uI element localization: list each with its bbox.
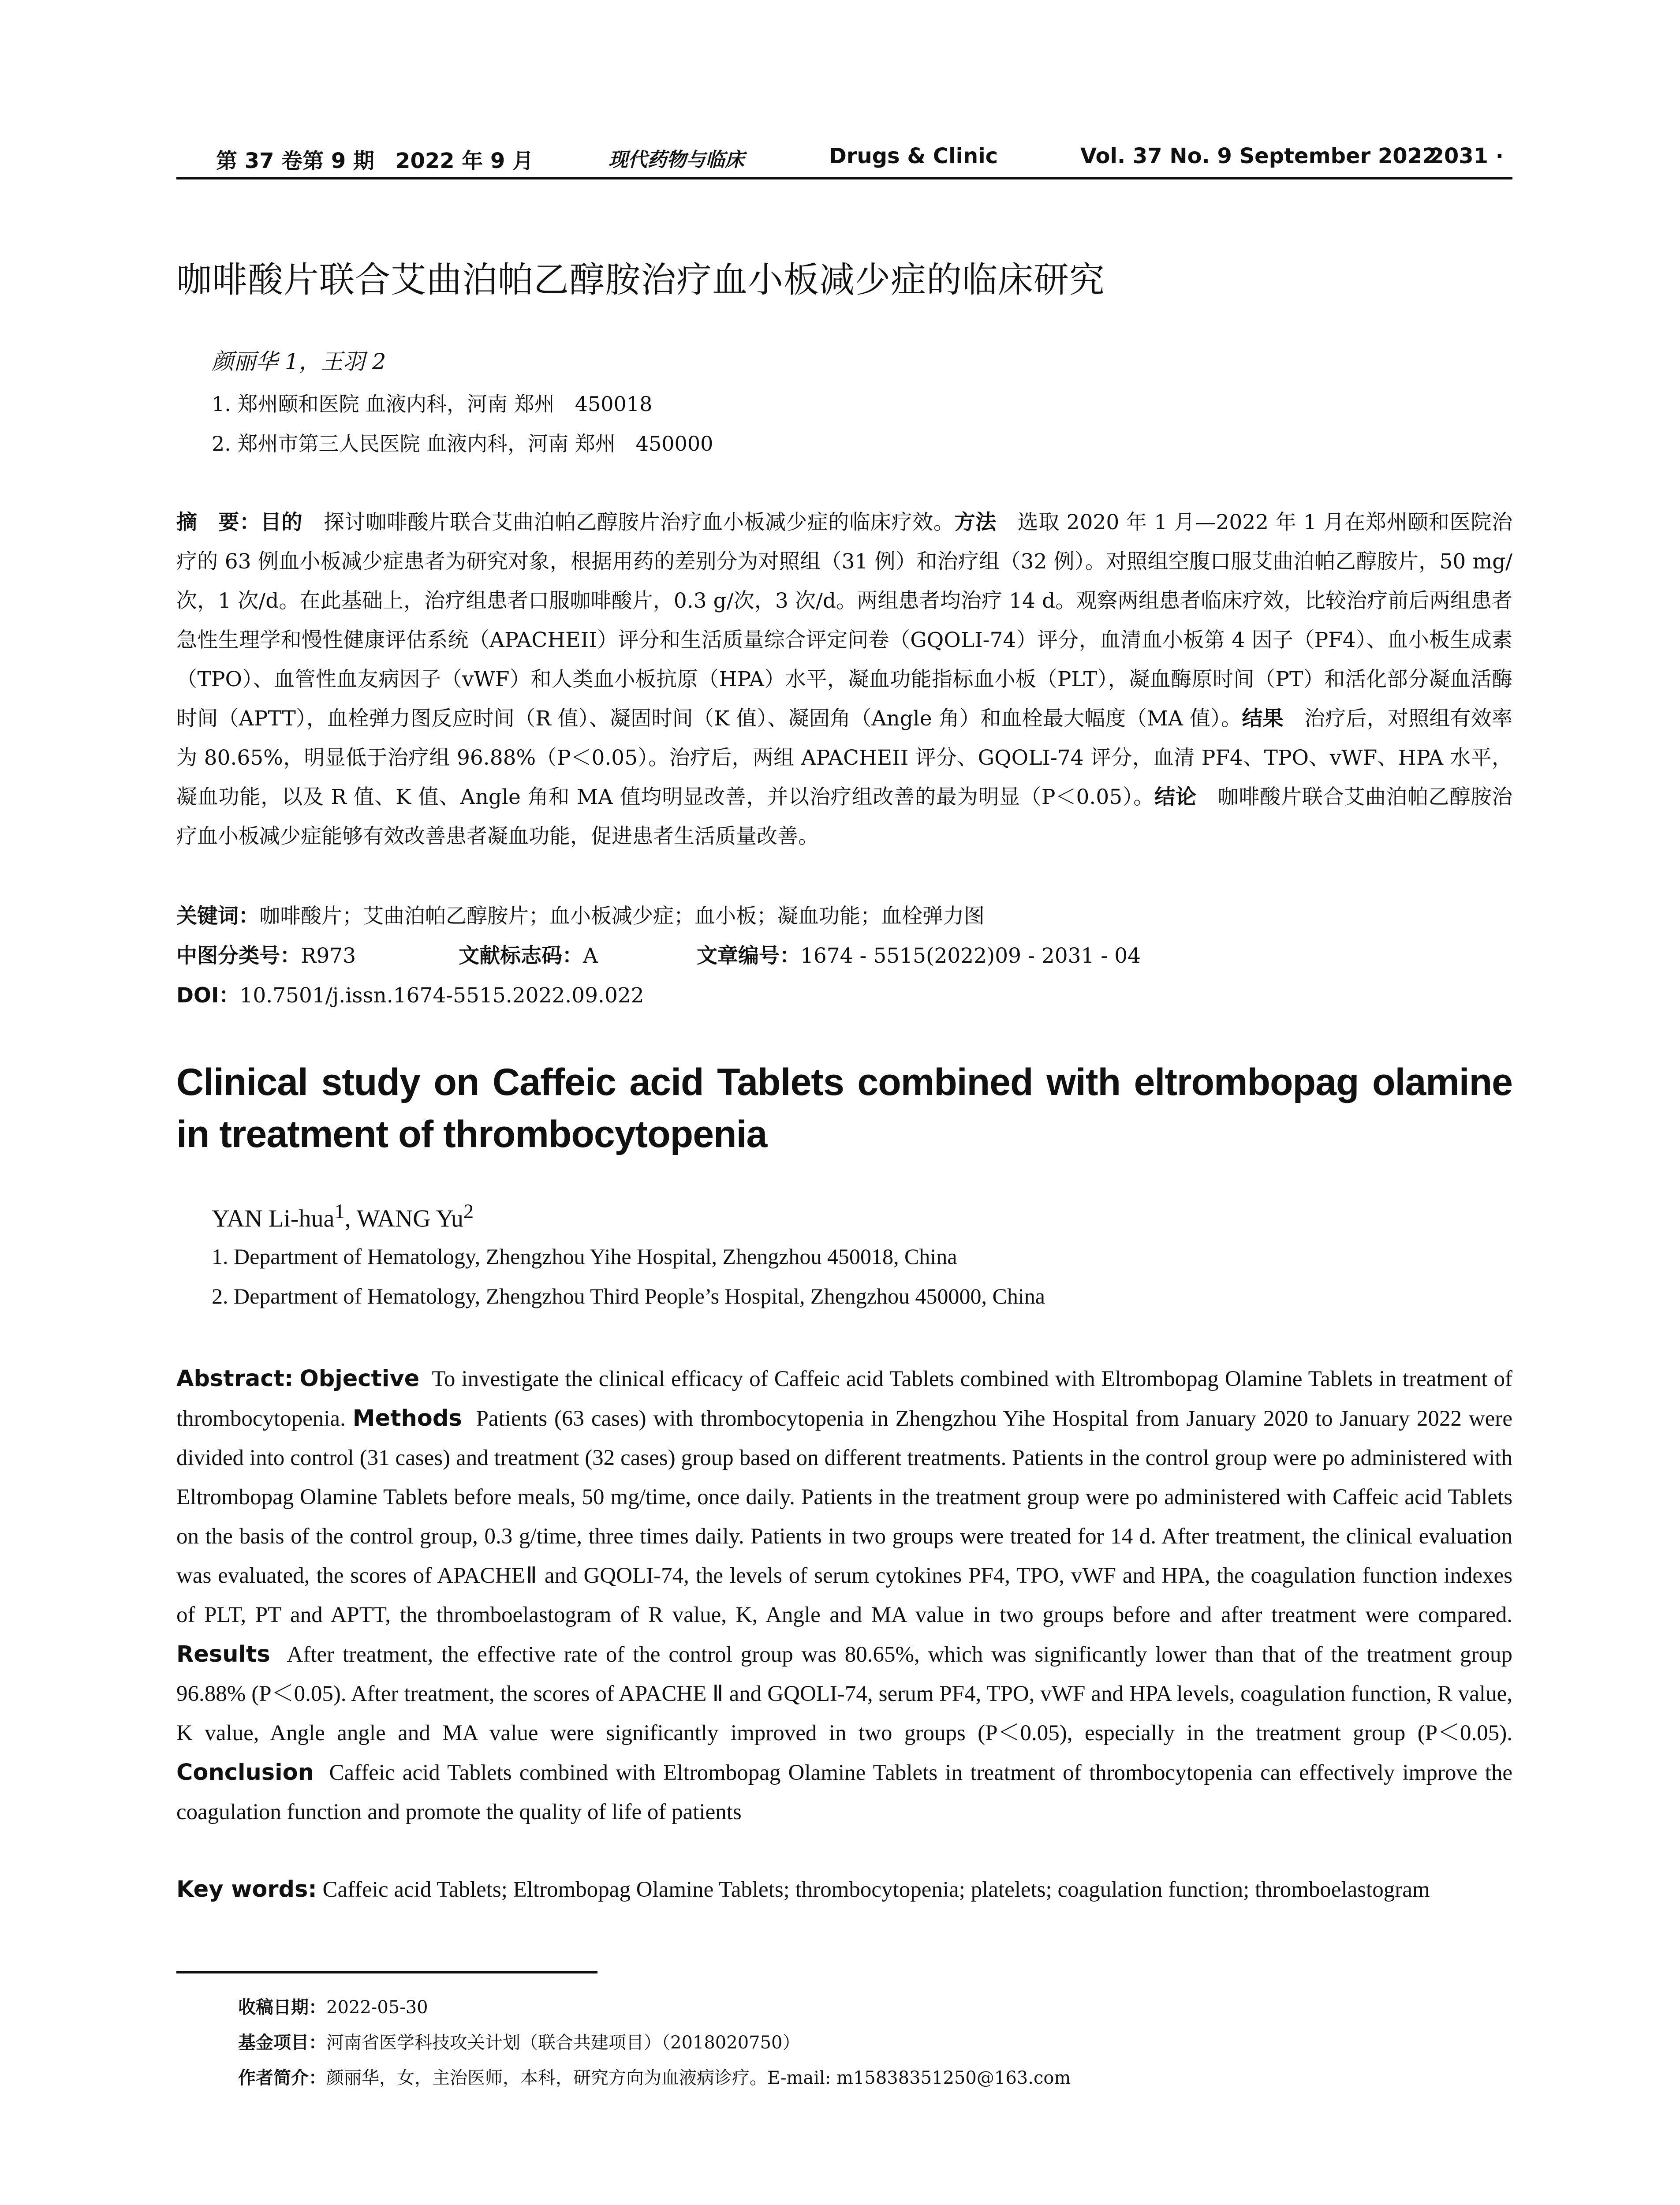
keywords-en [176, 1876, 1430, 1902]
header-journal-en: Drugs & Clinic [829, 144, 998, 168]
header-page-number: · 2031 · [1414, 144, 1504, 168]
abstract-en-label: Abstract: [176, 1366, 294, 1392]
results-en-label: Results [176, 1641, 270, 1667]
article-number-label: 文章编号： [697, 944, 800, 968]
results-cn-label: 结果 [1242, 706, 1284, 731]
authors-en: YAN Li-hua$^1$, WANG Yu$^2$ [212, 1200, 474, 1233]
methods-cn-text: 选取 2020 年 1 月—2022 年 1 月在郑州颐和医院治疗的 63 例血小板减少症患者为研究对象，根据用药的差别分为对照组（31 例）和治疗组（32 例）。对照组空腹口服艾曲泊帕乙醇胺片，50 mg/次，1 次/d。在此基础上，治疗组患者口服咖啡酸片，0.3 g/次，3 次/d。两组患者均治疗 14 d。观察两组患者临床疗效，比较治疗前后两组患者急性生理学和慢性健康评估系统（APACHEII）评分和生活质量综合评定问卷（GQOLI-74）评分，血清血小板第 4 因子（PF4）、血小板生成素（TPO）、血管性血友病因子（vWF）和人类血小板抗原（HPA）水平，凝血功能指标血小板（PLT），凝血酶原时间（PT）和活化部分凝血活酶时间（APTT），血栓弹力图反应时间（R 值）、凝固时间（K 值）、凝固角（Angle 角）和血栓最大幅度（MA 值）。 [176, 510, 1513, 731]
doc-code-label: 文献标志码： [459, 944, 583, 968]
keywords-cn-text: 咖啡酸片；艾曲泊帕乙醇胺片；血小板减少症；血小板；凝血功能；血栓弹力图 [259, 904, 985, 928]
running-header [176, 142, 1512, 179]
keywords-en-label: Key words: [176, 1876, 317, 1902]
affiliation-cn-1: 1. 郑州颐和医院 血液内科，河南 郑州 450018 [212, 392, 653, 416]
doi-line [176, 979, 644, 1009]
methods-en-text: Patients (63 cases) with thrombocytopenia in Zhengzhou Yihe Hospital from January 2020 to January 2022 were divided into control (31 cases) and treatment (32 cases) group based on different treatments. Patients in the control group were po administered with Eltrombopag Olamine Tablets before meals, 50 mg/time, once daily. Patients in the treatment group were po administered with Caffeic acid Tablets on the basis of the control group, 0.3 g/time, three times daily. Patients in two groups were treated for 14 d. After treatment, the clinical evaluation was evaluated, the scores of APACHEⅡ and GQOLI-74, the levels of serum cytokines PF4, TPO, vWF and HPA, the coagulation function indexes of PLT, PT and APTT, the thromboelastogram of R value, K, Angle and MA value in two groups before and after treatment were compared. [176, 1406, 1513, 1627]
methods-en-label: Methods [352, 1405, 462, 1431]
affiliation-en-2: 2. Department of Hematology, Zhengzhou Third People’s Hospital, Zhengzhou 450000, China [212, 1284, 1045, 1308]
objective-en-label: Objective [299, 1366, 420, 1392]
footnote-author-bio: 作者简介：颜丽华，女，主治医师，本科，研究方向为血液病诊疗。E-mail: m15838351250@163.com [238, 2068, 1071, 2088]
conclusion-cn-label: 结论 [1154, 785, 1197, 809]
clc-value: R973 [301, 944, 356, 968]
footnote-divider [176, 1971, 597, 1973]
conclusion-en-label: Conclusion [176, 1760, 314, 1786]
author-en-1: YAN Li-hua [212, 1205, 335, 1233]
keywords-en-text: Caffeic acid Tablets; Eltrombopag Olamine Tablets; thrombocytopenia; platelets; coagulation function; thromboelastogram [322, 1877, 1430, 1902]
author-en-2-affil: 2 [463, 1200, 474, 1223]
author-en-1-affil: 1 [334, 1200, 345, 1223]
keywords-cn-label: 关键词： [176, 904, 259, 928]
results-en-text: After treatment, the effective rate of the control group was 80.65%, which was significantly lower than that of the treatment group 96.88% (P＜0.05). After treatment, the scores of APACHE Ⅱ and GQOLI-74, serum PF4, TPO, vWF and HPA levels, coagulation function, R value, K value, Angle angle and MA value were significantly improved in two groups (P＜0.05), especially in the treatment group (P＜0.05). [176, 1642, 1512, 1745]
doi-label: DOI： [176, 983, 240, 1008]
footnote-fund: 基金项目：河南省医学科技攻关计划（联合共建项目）（2018020750） [238, 2033, 800, 2053]
methods-cn-label: 方法 [954, 510, 997, 534]
results-cn-text: 治疗后，对照组有效率为 80.65%，明显低于治疗组 96.88%（P＜0.05）。治疗后，两组 APACHEII 评分、GQOLI-74 评分，血清 PF4、TPO、vWF、HPA 水平，凝血功能，以及 R 值、K 值、Angle 角和 MA 值均明显改善，并以治疗组改善的最为明显（P＜0.05）。 [176, 706, 1513, 809]
article-number-value: 1674 - 5515(2022)09 - 2031 - 04 [800, 944, 1141, 968]
objective-en-text: To investigate the clinical efficacy of Caffeic acid Tablets combined with Eltrombopag Olamine Tablets in treatment of thrombocytopenia. [176, 1367, 1513, 1431]
affiliation-cn-2: 2. 郑州市第三人民医院 血液内科，河南 郑州 450000 [212, 432, 713, 456]
conclusion-cn-text: 咖啡酸片联合艾曲泊帕乙醇胺治疗血小板减少症能够有效改善患者凝血功能，促进患者生活质量改善。 [176, 785, 1513, 848]
keywords-cn [176, 900, 985, 929]
abstract-en [176, 1359, 1512, 1832]
title-en: Clinical study on Caffeic acid Tablets combined with eltrombopag olamine in treatment of thrombocytopenia [176, 1061, 1512, 1155]
header-journal-cn: 现代药物与临床 [609, 149, 744, 171]
objective-cn-text: 探讨咖啡酸片联合艾曲泊帕乙醇胺片治疗血小板减少症的临床疗效。 [323, 510, 955, 534]
conclusion-en-text: Caffeic acid Tablets combined with Eltrombopag Olamine Tablets in treatment of thrombocytopenia can effectively improve the coagulation function and promote the quality of life of patients [176, 1760, 1512, 1824]
objective-cn-label: 目的 [260, 510, 303, 534]
classification-line [176, 939, 1141, 969]
footnote-received: 收稿日期：2022-05-30 [238, 1997, 428, 2018]
header-volume-en: Vol. 37 No. 9 September 2022 [1080, 144, 1437, 168]
header-issue-cn: 第 37 卷第 9 期 2022 年 9 月 [216, 149, 534, 173]
clc-label: 中图分类号： [176, 944, 301, 968]
abstract-cn-label: 摘 要： [176, 510, 261, 534]
author-en-2: WANG Yu [356, 1205, 463, 1233]
affiliation-en-1: 1. Department of Hematology, Zhengzhou Yihe Hospital, Zhengzhou 450018, China [212, 1244, 957, 1269]
authors-cn: 颜丽华 1，王羽 2 [212, 349, 386, 374]
doi-value: 10.7501/j.issn.1674-5515.2022.09.022 [239, 983, 644, 1008]
doc-code-value: A [583, 944, 598, 968]
title-cn: 咖啡酸片联合艾曲泊帕乙醇胺治疗血小板减少症的临床研究 [176, 259, 1105, 300]
abstract-cn [176, 503, 1512, 856]
